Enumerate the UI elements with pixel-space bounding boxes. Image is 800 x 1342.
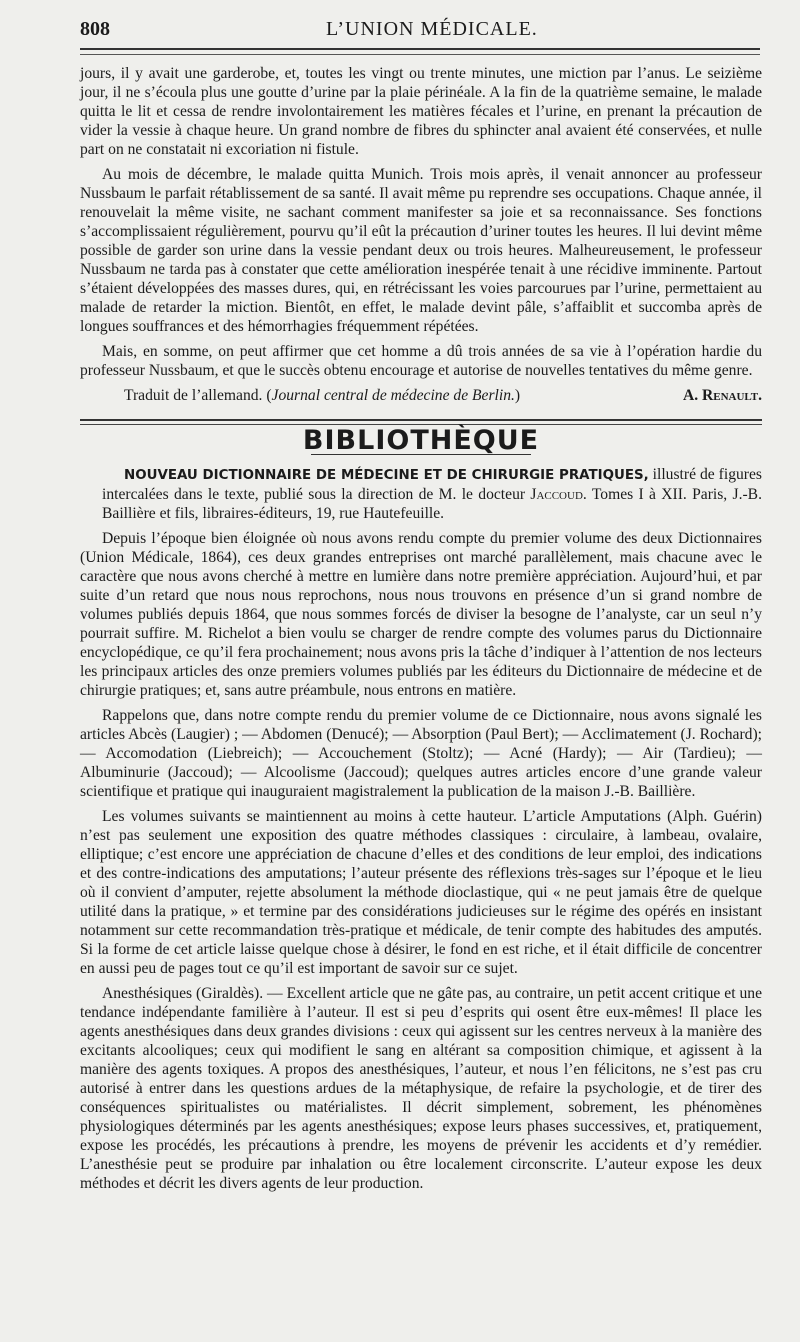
translation-source: Journal central de médecine de Berlin. — [271, 387, 515, 404]
translation-note — [124, 386, 520, 405]
review-paragraph: Les volumes suivants se maintiennent au moins à cette hauteur. L’article Amputations (Alph. Guérin) n’est pas seulement une exposition des quatre méthodes classiques : circulaire, à lambeau, ovalaire, elliptique; c’est encore une appréciation de chacune d’elles et des conditions de leur emploi, des indications et des contre-indications des amputations; l’auteur présente des réflexions très-sages sur l’époque et le lieu où il convient d’amputer, rejette absolument la méthode dioclastique, qui « ne peut jamais être de quelque utilité dans la pratique, » et termine par des considérations judicieuses sur le régime des opérés en insistant notamment sur cette recommandation très-pratique et médicale, de tenir compte des habitudes des amputés. Si la forme de cet article laisse quelque chose à désirer, le fond en est riche, et il était difficile de concentrer en aussi peu de pages tout ce qu’il est important de savoir sur ce sujet. — [80, 808, 762, 977]
book-details: illustré de figures intercalées dans le texte, publié sous la direction de M. le docteur — [102, 466, 762, 503]
article-paragraph: jours, il y avait une garderobe, et, toutes les vingt ou trente minutes, une miction par l’anus. Le seizième jour, il ne s’écoula plus une goutte d’urine par la plaie périnéale. A la fin de la quatrième semaine, le malade quitta le lit et cessa de rendre involontairement les matières fécales et l’urine, en prenant la précaution de vider la vessie à chaque heure. Un grand nombre de fibres du sphincter anal avaient été conservées, et nulle part on ne constatait ni excoriation ni fistule. — [80, 65, 762, 158]
article-author: A. Renault. — [682, 387, 762, 404]
translation-note-prefix: Traduit de l’allemand. ( — [124, 387, 272, 404]
book-details-publisher: . Tomes I à XII. Paris, J.-B. Baillière et fils, libraires-éditeurs, 19, rue Hautefeuille. — [102, 486, 762, 522]
page-content — [80, 64, 762, 1199]
translation-note-suffix: ) — [514, 387, 521, 404]
review-paragraph: Rappelons que, dans notre compte rendu du premier volume de ce Dictionnaire, nous avons signalé les articles Abcès (Laugier) ; — Abdomen (Denucé); — Absorption (Paul Bert); — Acclimatement (J. Rochard); — Accomodation (Liebreich); — Accouchement (Stoltz); — Acné (Hardy); — Air (Tardieu); — Albuminurie (Jaccoud); — Alcoolisme (Jaccoud); quelques autres articles encore d’une grande valeur scientifique et pratique qui inauguraient magistralement la publication de la maison J.-B. Baillière. — [80, 707, 762, 800]
book-entry — [80, 465, 762, 523]
book-title: NOUVEAU DICTIONNAIRE DE MÉDECINE ET DE CHIRURGIE PRATIQUES, — [124, 468, 649, 483]
article-paragraph: Au mois de décembre, le malade quitta Munich. Trois mois après, il venait annoncer au professeur Nussbaum le parfait rétablissement de sa santé. Il avait même pu reprendre ses occupations. Chaque année, il renouvelait la même visite, ne sachant comment manifester sa joie et sa reconnaissance. Ses fonctions s’accomplissaient régulièrement, pourvu qu’il eût la précaution d’uriner toutes les heures. Il lui devint même possible de garder son urine dans la vessie pendant deux ou trois heures. Malheureusement, le professeur Nussbaum ne tarda pas à constater que cette amélioration inespérée tenait à une récidive imminente. Partout s’étaient développées des masses dures, qui, en rétrécissant les voies parcourues par l’urine, permettaient au malade de retarder la miction. Bientôt, en effet, le malade devint pâle, s’affaiblit et succomba après de longues souffrances et des hémorrhagies fréquemment répétées. — [80, 166, 762, 335]
book-director: Jaccoud — [530, 486, 583, 503]
section-title: BIBLIOTHÈQUE — [302, 425, 540, 456]
running-title: L’UNION MÉDICALE. — [326, 18, 538, 40]
page-header — [80, 16, 752, 50]
header-rule — [80, 48, 760, 50]
review-paragraph: Anesthésiques (Giraldès). — Excellent article que ne gâte pas, au contraire, un petit accent critique et une tendance indépendante familière à l’auteur. Il est si peu d’esprits qui osent être eux-mêmes! Il place les agents anesthésiques dans deux grandes divisions : ceux qui agissent sur les centres nerveux à la manière des excitants alcooliques; ceux qui modifient le sang en altérant sa composition chimique, et agissent à la manière des agents toxiques. A propos des anesthésiques, l’auteur, et nous l’en félicitons, ne s’est pas cru autorisé à entrer dans les questions ardues de la métaphysique, de refaire la psychologie, et de tirer des conséquences spiritualistes ou matérialistes. Il décrit simplement, sobrement, les phénomènes physiologiques déterminés par les agents anesthésiques; expose leurs phases successives, et, pratiquement, expose les procédés, les précautions à prendre, les moyens de prévenir les accidents et d’y remédier. L’anesthésie peut se produire par inhalation ou être localement circonscrite. L’auteur expose les deux méthodes et décrit les divers agents de leur production. — [80, 985, 762, 1192]
article-signature — [80, 386, 762, 405]
page-number: 808 — [80, 18, 110, 40]
article-paragraph: Mais, en somme, on peut affirmer que cet homme a dû trois années de sa vie à l’opération hardie du professeur Nussbaum, et que le succès obtenu encourage et autorise de nouvelles tentatives du même genre. — [80, 343, 762, 379]
header-rule-thin — [80, 54, 760, 55]
review-paragraph: Depuis l’époque bien éloignée où nous avons rendu compte du premier volume des deux Dictionnaires (Union Médicale, 1864), ces deux grandes entreprises ont marché parallèlement, mais chacune avec le caractère que nous avons cherché à mettre en lumière dans notre première appréciation. Aujourd’hui, et par suite d’un retard que nous nous reprochons, nous nous trouvons en présence d’un si grand nombre de volumes publiés depuis 1864, que nous sommes forcés de diviser la besogne de l’analyste, car un seul n’y pourrait suffire. M. Richelot a bien voulu se charger de rendre compte des volumes parus du Dictionnaire encyclopédique, ce qu’il fera prochainement; nous avons pris la tâche d’indiquer à l’attention de nos lecteurs les principaux articles des onze premiers volumes publiés par les éditeurs du Dictionnaire de médecine et de chirurgie pratiques; et, sans autre préambule, nous entrons en matière. — [80, 530, 762, 699]
